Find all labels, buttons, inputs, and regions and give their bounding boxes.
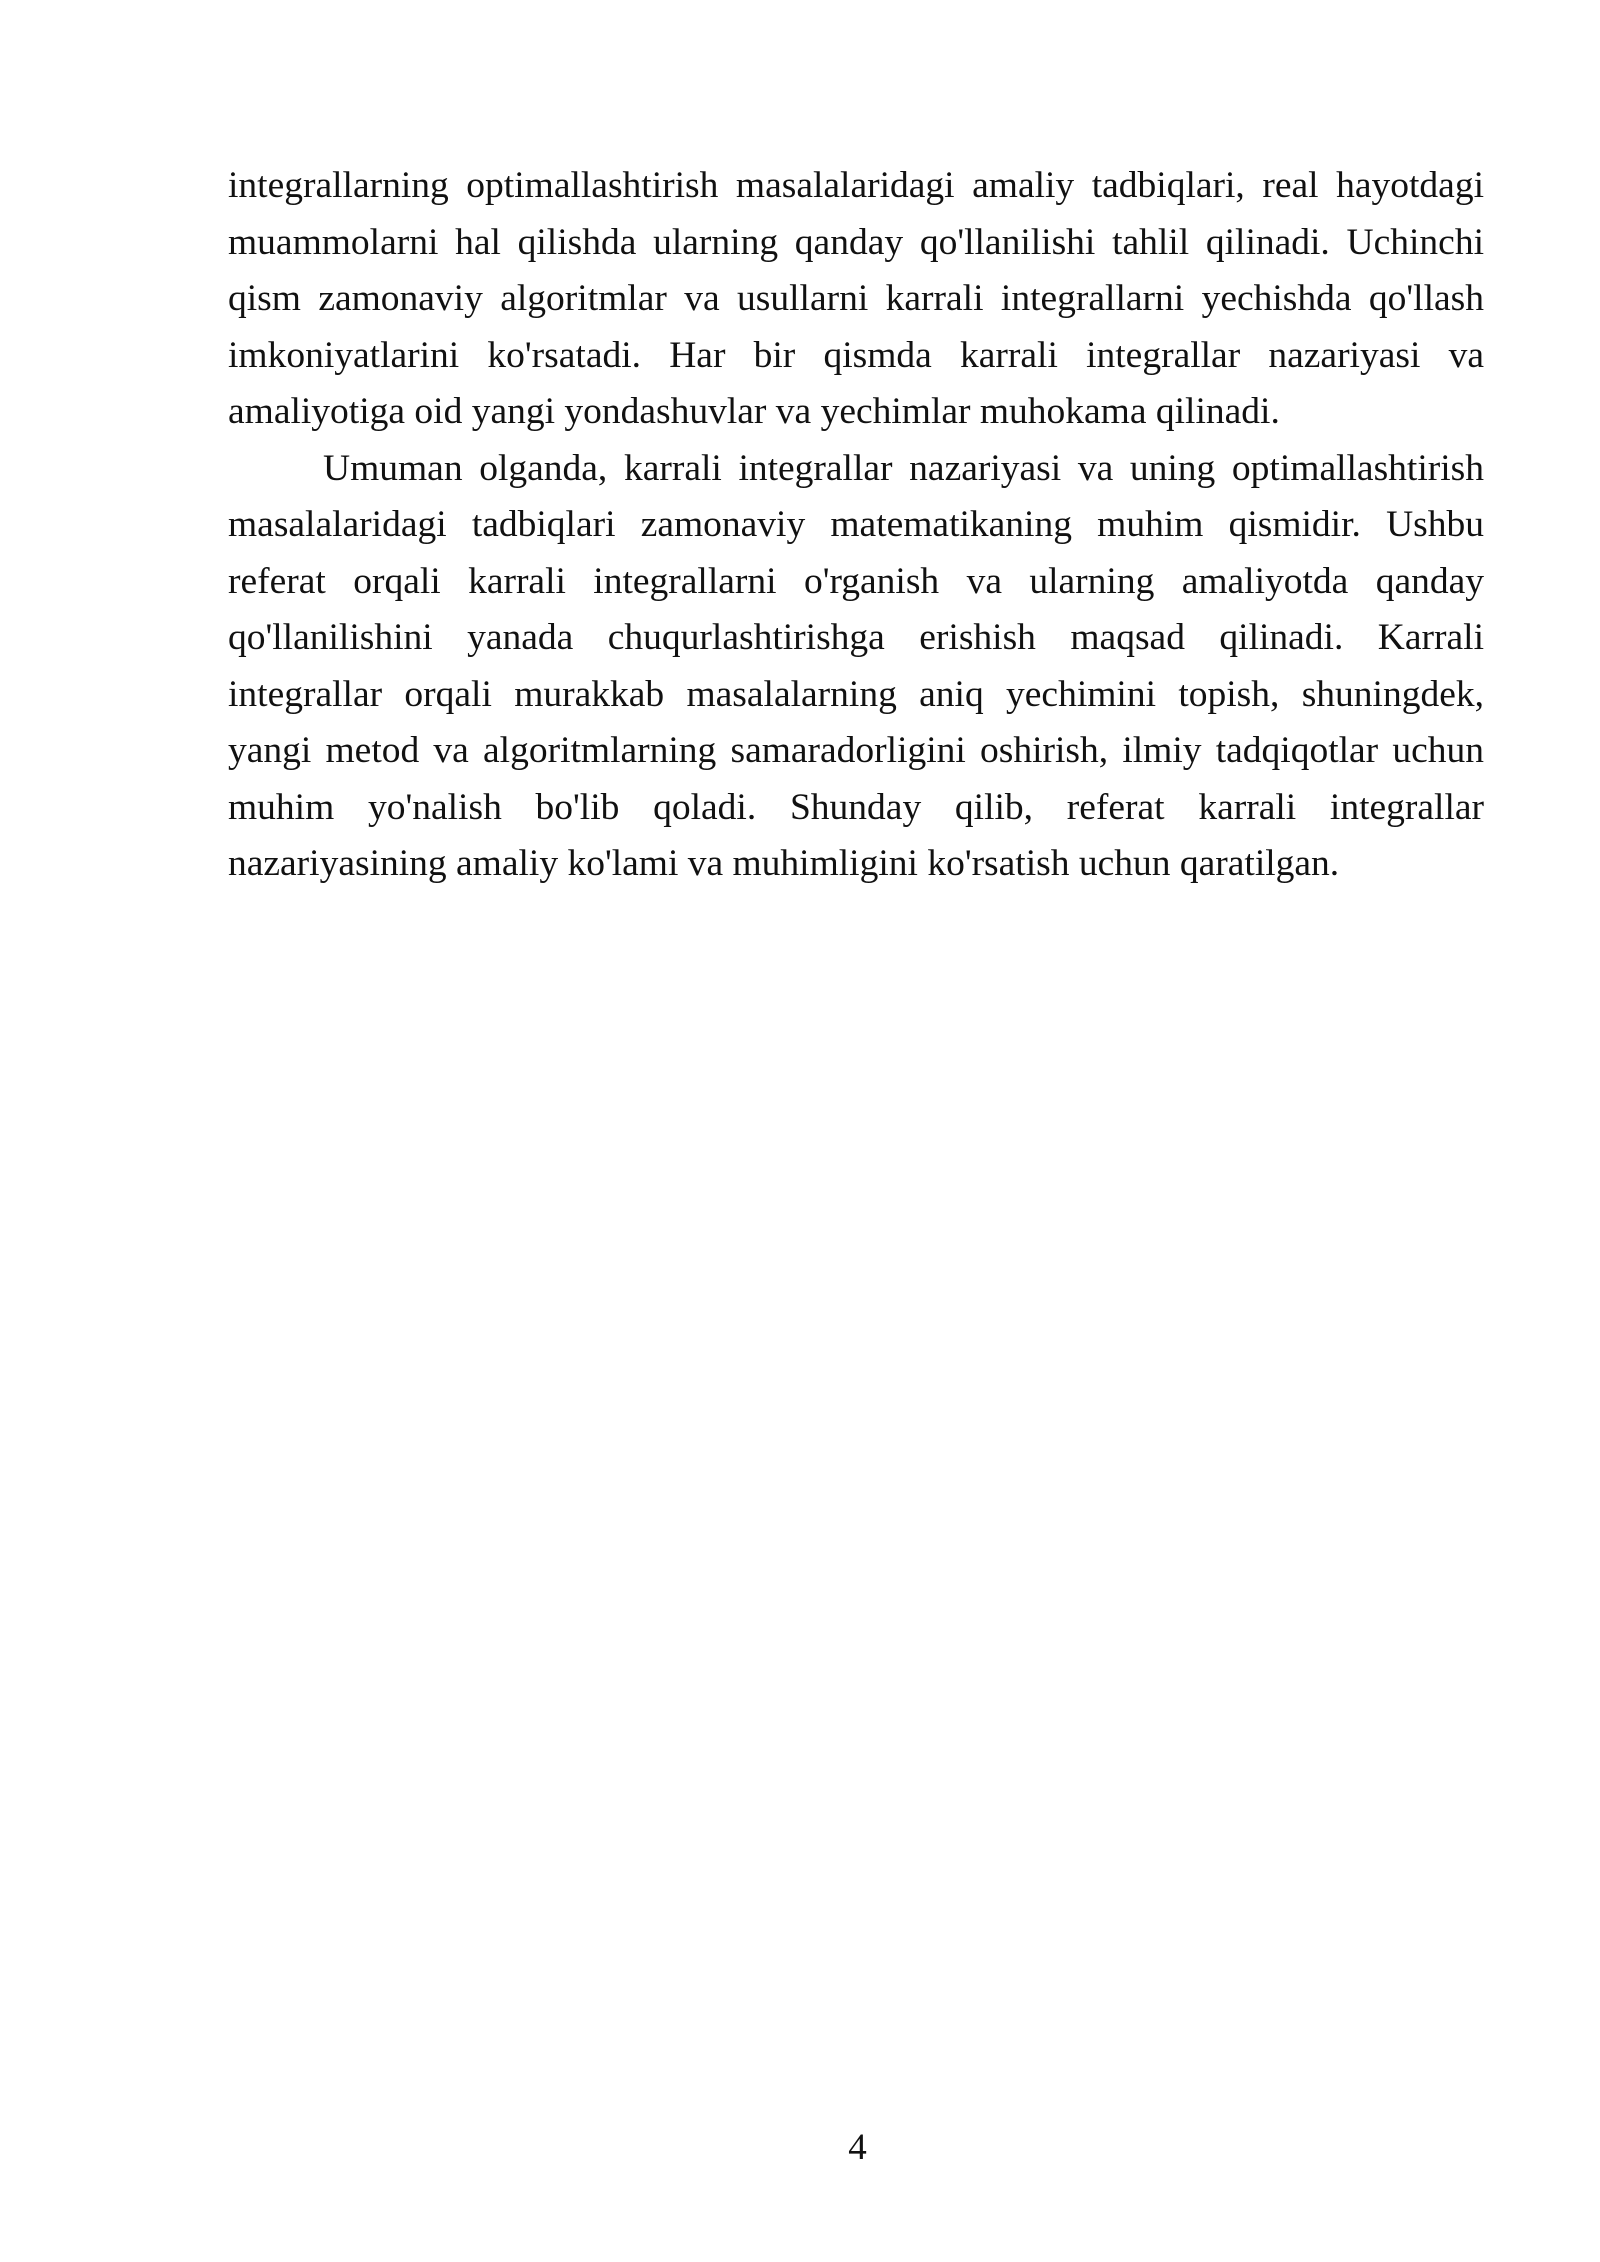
paragraph-summary: Umuman olganda, karrali integrallar nazariyasi va uning optimallashtirish masalalaridagi tadbiqlari zamonaviy matematikaning muhim qismidir. Ushbu referat orqali karrali integrallarni o'rganish va ularning amaliyotda qanday qo'llanilishini yanada chuqurlashtirishga erishish maqsad qilinadi. Karrali integrallar orqali murakkab masalalarning aniq yechimini topish, shuningdek, yangi metod va algoritmlarning samaradorligini oshirish, ilmiy tadqiqotlar uchun muhim yo'nalish bo'lib qoladi. Shunday qilib, referat karrali integrallar nazariyasining amaliy ko'lami va muhimligini ko'rsatish uchun qaratilgan. (228, 447, 1484, 884)
body-text (228, 158, 1484, 893)
paragraph-continued: integrallarning optimallashtirish masalalaridagi amaliy tadbiqlari, real hayotdagi muammolarni hal qilishda ularning qanday qo'llanilishi tahlil qilinadi. Uchinchi qism zamonaviy algoritmlar va usullarni karrali integrallarni yechishda qo'llash imkoniyatlarini ko'rsatadi. Har bir qismda karrali integrallar nazariyasi va amaliyotiga oid yangi yondashuvlar va yechimlar muhokama qilinadi. (228, 165, 1484, 432)
page-number: 4 (848, 2127, 867, 2168)
